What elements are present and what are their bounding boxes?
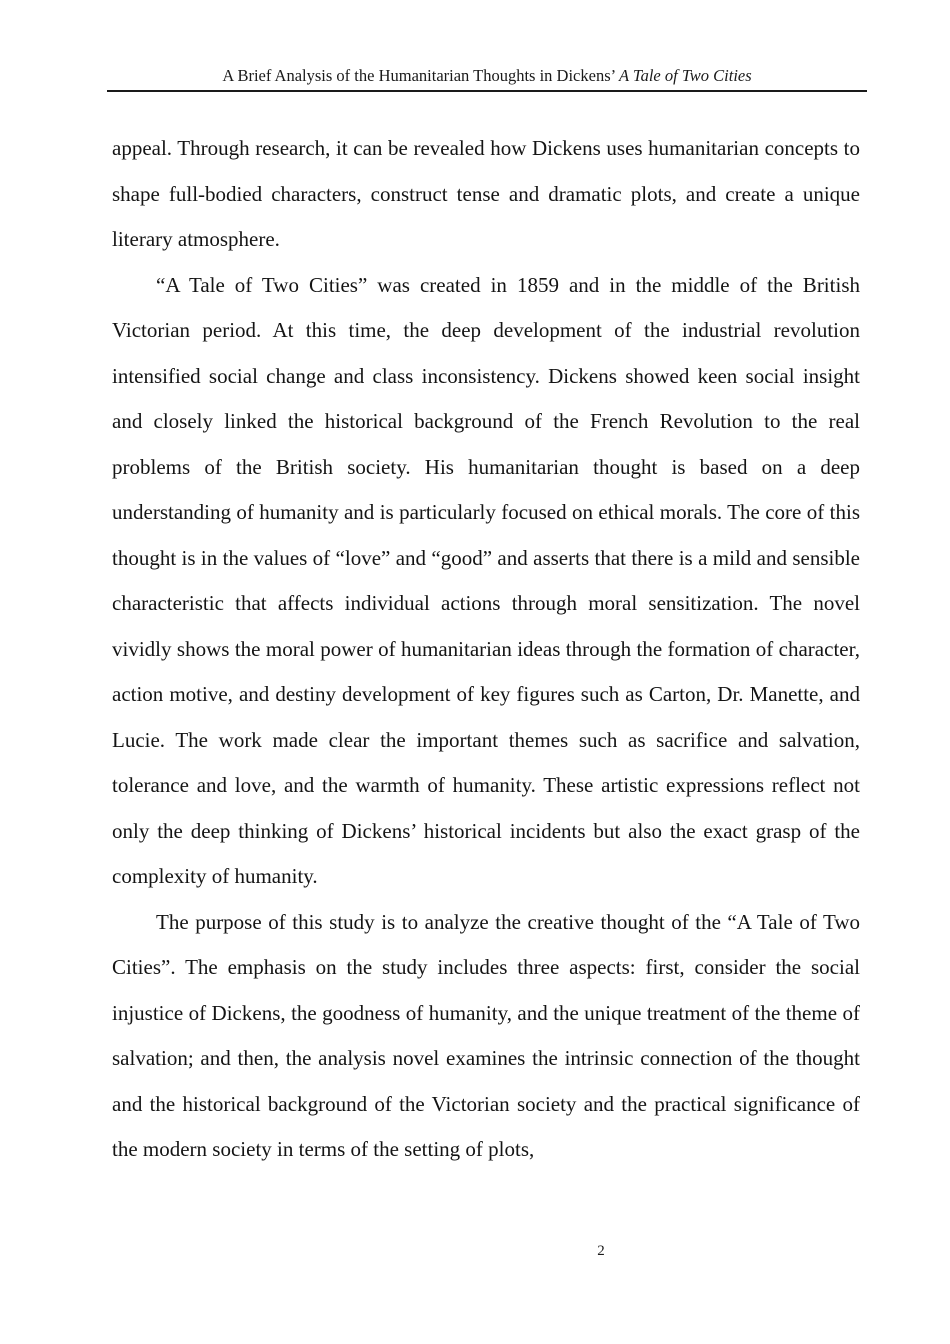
header-title-regular: A Brief Analysis of the Humanitarian Thoughts in Dickens’ [222,66,620,85]
running-header-title [222,66,751,86]
header-title-book-name: A Tale of Two Cities [619,66,752,85]
page-number: 2 [597,1243,605,1259]
paragraph-continuation: appeal. Through research, it can be revealed how Dickens uses humanitarian concepts to shape full-bodied characters, construct tense and dramatic plots, and create a unique literary atmosphere. [112,136,860,251]
document-body [112,126,860,1173]
paragraph-background: “A Tale of Two Cities” was created in 1859 and in the middle of the British Victorian period. At this time, the deep development of the industrial revolution intensified social change and class inconsistency. Dickens showed keen social insight and closely linked the historical background of the French Revolution to the real problems of the British society. His humanitarian thought is based on a deep understanding of humanity and is particularly focused on ethical morals. The core of this thought is in the values of “love” and “good” and asserts that there is a mild and sensible characteristic that affects individual actions through moral sensitization. The novel vividly shows the moral power of humanitarian ideas through the formation of character, action motive, and destiny development of key figures such as Carton, Dr. Manette, and Lucie. The work made clear the important themes such as sacrifice and salvation, tolerance and love, and the warmth of humanity. These artistic expressions reflect not only the deep thinking of Dickens’ historical incidents but also the exact grasp of the complexity of humanity. [112,272,860,888]
paragraph-purpose: The purpose of this study is to analyze the creative thought of the “A Tale of Two Cities”. The emphasis on the study includes three aspects: first, consider the social injustice of Dickens, the goodness of humanity, and the unique treatment of the theme of salvation; and then, the analysis novel examines the intrinsic connection of the thought and the historical background of the Victorian society and the practical significance of the modern society in terms of the setting of plots, [112,909,860,1161]
running-header [107,0,867,92]
